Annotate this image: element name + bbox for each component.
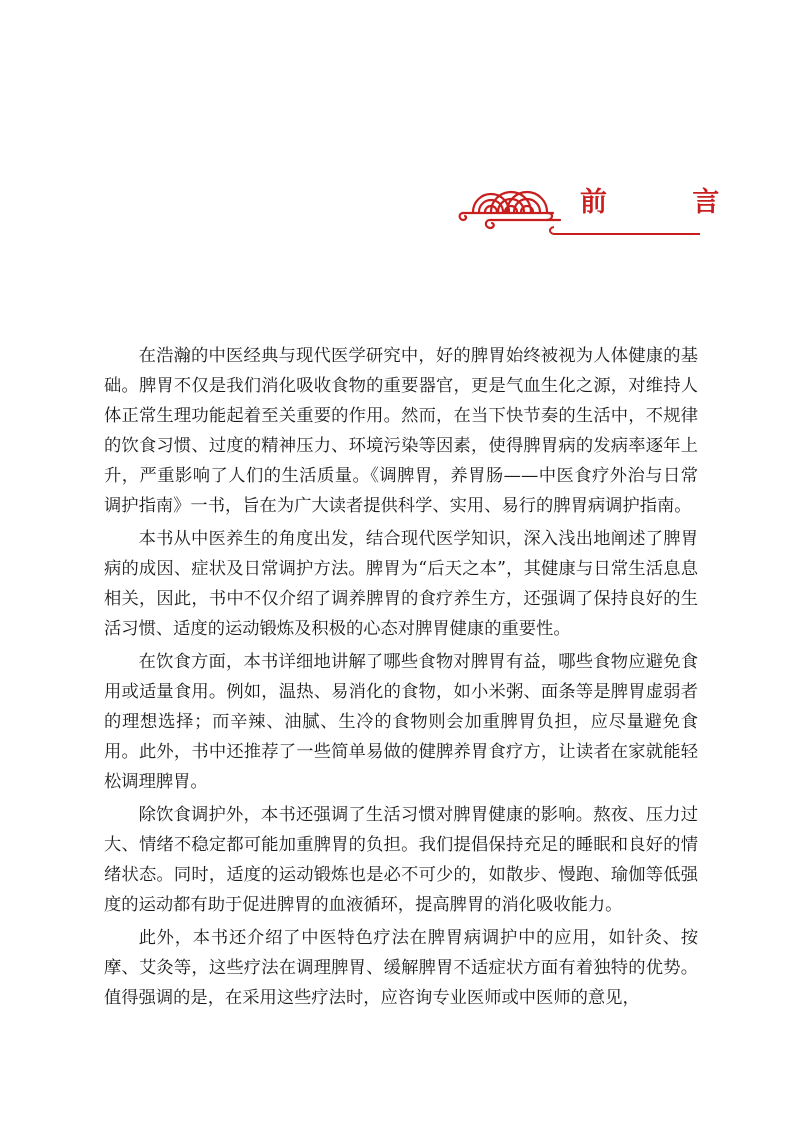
paragraph: 在饮食方面，本书详细地讲解了哪些食物对脾胃有益，哪些食物应避免食用或适量食用。例如，温热、易消化的食物，如小米粥、面条等是脾胃虚弱者的理想选择；而辛辣、油腻、生冷的食物则会加重脾胃负担，应尽量避免食用。此外，书中还推荐了一些简单易做的健脾养胃食疗方，让读者在家就能轻松调理脾胃。 — [104, 652, 698, 792]
paragraph: 此外，本书还介绍了中医特色疗法在脾胃病调护中的应用，如针灸、按摩、艾灸等，这些疗法在调理脾胃、缓解脾胃不适症状方面有着独特的优势。值得强调的是，在采用这些疗法时，应咨询专业医师或中医师的意见， — [104, 928, 698, 1008]
paragraph: 除饮食调护外，本书还强调了生活习惯对脾胃健康的影响。熬夜、压力过大、情绪不稳定都可能加重脾胃的负担。我们提倡保持充足的睡眠和良好的情绪状态。同时，适度的运动锻炼也是必不可少的，如散步、慢跑、瑜伽等低强度的运动都有助于促进脾胃的血液循环，提高脾胃的消化吸收能力。 — [104, 805, 698, 915]
chapter-heading — [455, 176, 758, 240]
page-title: 前 言 — [580, 187, 758, 218]
paragraph: 本书从中医养生的角度出发，结合现代医学知识，深入浅出地阐述了脾胃病的成因、症状及日常调护方法。脾胃为“后天之本”，其健康与日常生活息息相关，因此，书中不仅介绍了调养脾胃的食疗养生方，还强调了保持良好的生活习惯、适度的运动锻炼及积极的心态对脾胃健康的重要性。 — [104, 529, 698, 639]
paragraph: 在浩瀚的中医经典与现代医学研究中，好的脾胃始终被视为人体健康的基础。脾胃不仅是我们消化吸收食物的重要器官，更是气血生化之源，对维持人体正常生理功能起着至关重要的作用。然而，在当下快节奏的生活中，不规律的饮食习惯、过度的精神压力、环境污染等因素，使得脾胃病的发病率逐年上升，严重影响了人们的生活质量。《调脾胃，养胃肠——中医食疗外治与日常调护指南》一书，旨在为广大读者提供科学、实用、易行的脾胃病调护指南。 — [104, 346, 698, 516]
preface-body — [104, 341, 698, 1016]
